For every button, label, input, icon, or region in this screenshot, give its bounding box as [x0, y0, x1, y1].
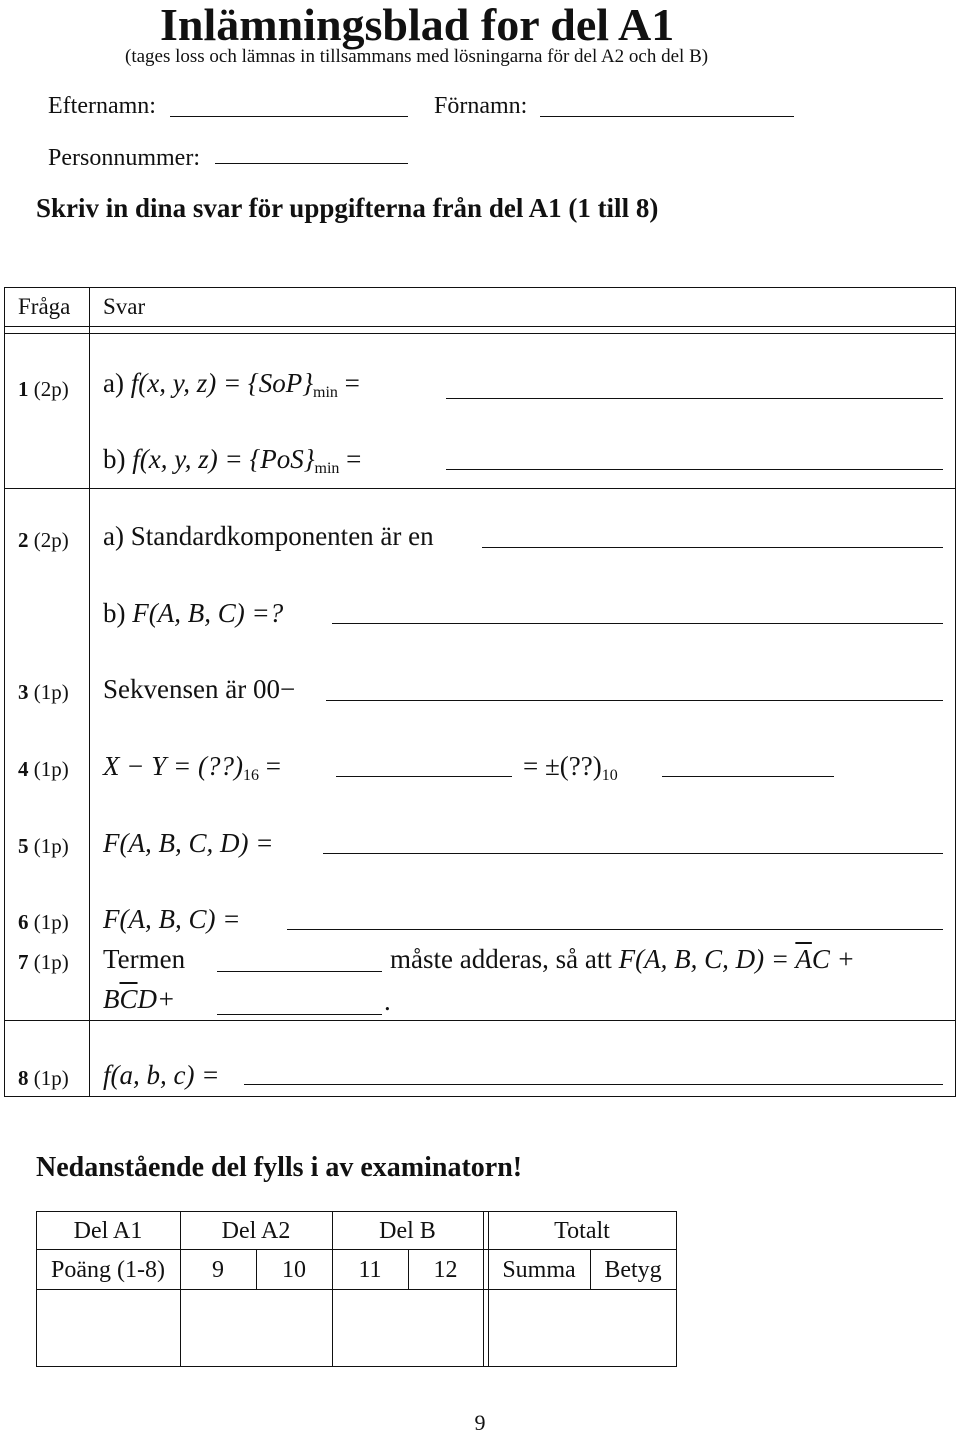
score-table-col-divider	[483, 1211, 484, 1366]
answer-3-field[interactable]	[326, 700, 943, 701]
answer-8-field[interactable]	[244, 1084, 943, 1085]
answer-7-term-field[interactable]	[217, 971, 382, 972]
answer-5-prompt: F(A, B, C, D) =	[103, 828, 274, 858]
answer-6-field[interactable]	[287, 929, 943, 930]
table-border-right	[955, 287, 956, 1096]
answer-2b-prompt: b) F(A, B, C) =?	[103, 598, 284, 628]
score-cell-a2[interactable]	[181, 1290, 332, 1366]
page-subtitle: (tages loss och lämnas in tillsammans med lösningarna för del A2 och del B)	[125, 46, 709, 67]
answer-7-prompt: måste adderas, så att F(A, B, C, $D) = \overline{A}C$ +	[390, 944, 855, 974]
question-label-6: 6 (1p)	[18, 910, 69, 934]
table-border-top	[4, 287, 956, 288]
score-table-border-bottom	[36, 1366, 677, 1367]
row-divider	[4, 1020, 956, 1021]
examiner-heading: Nedanstående del fylls i av examinatorn!	[36, 1152, 523, 1183]
score-table-border-top	[36, 1211, 677, 1212]
firstname-field[interactable]	[540, 116, 794, 117]
answer-4-prompt: $X - Y = (??)_{16}$ =	[103, 751, 281, 784]
lastname-field[interactable]	[170, 116, 408, 117]
answer-4-decimal-prompt: = $\pm(??)_{10}$	[523, 751, 618, 784]
answer-2a-field[interactable]	[482, 547, 943, 548]
table-column-divider	[89, 287, 90, 1096]
firstname-label: Förnamn:	[434, 93, 528, 119]
answer-4-decimal-field[interactable]	[662, 776, 834, 777]
question-label-8: 8 (1p)	[18, 1066, 69, 1090]
score-header-del-a2: Del A2	[221, 1218, 291, 1244]
question-label-1: 1 (2p)	[18, 377, 69, 401]
answer-1b-field[interactable]	[446, 469, 943, 470]
score-subheader-10: 10	[282, 1257, 306, 1283]
personnummer-field[interactable]	[215, 163, 408, 164]
score-subheader-betyg: Betyg	[604, 1257, 662, 1283]
table-border-bottom	[4, 1096, 956, 1097]
page-title: Inlämningsblad for del A1	[160, 0, 675, 50]
instruction-heading: Skriv in dina svar för uppgifterna från del A1 (1 till 8)	[36, 193, 659, 223]
table-border-left	[4, 287, 5, 1096]
score-cell-a1[interactable]	[37, 1290, 180, 1366]
score-subheader-12: 12	[433, 1257, 458, 1283]
answer-5-field[interactable]	[323, 853, 943, 854]
answer-7-term-label: Termen	[103, 944, 186, 974]
column-header-question: Fråga	[18, 294, 71, 319]
score-header-totalt: Totalt	[554, 1218, 610, 1244]
question-label-5: 5 (1p)	[18, 834, 69, 858]
score-cell-b[interactable]	[333, 1290, 483, 1366]
score-subheader-9: 9	[212, 1257, 224, 1283]
question-label-4: 4 (1p)	[18, 757, 69, 781]
question-label-3: 3 (1p)	[18, 680, 69, 704]
row-divider	[4, 488, 956, 489]
answer-7-prompt-line2: $B\overline{C}D+$	[103, 984, 176, 1014]
answer-1a-prompt: a) f(x, y, $z) = \{SoP\}_{min}$ =	[103, 368, 360, 401]
answer-8-prompt: f(a, b, c) =	[103, 1060, 220, 1090]
answer-7-extra-field[interactable]	[217, 1014, 382, 1015]
answer-1b-prompt: b) f(x, y, $z) = \{PoS\}_{min}$ =	[103, 444, 362, 477]
answer-7-period: .	[384, 986, 391, 1016]
answer-1a-field[interactable]	[446, 398, 943, 399]
lastname-label: Efternamn:	[48, 93, 156, 119]
page-number: 9	[474, 1410, 486, 1435]
question-label-7: 7 (1p)	[18, 950, 69, 974]
table-header-divider-2	[4, 333, 956, 334]
score-cell-total[interactable]	[489, 1290, 676, 1366]
score-table-border-right	[676, 1211, 677, 1366]
score-subheader-poang: Poäng (1-8)	[51, 1257, 165, 1283]
column-header-answer: Svar	[103, 294, 146, 319]
question-label-2: 2 (2p)	[18, 528, 69, 552]
personnummer-label: Personnummer:	[48, 145, 200, 171]
answer-2b-field[interactable]	[332, 623, 943, 624]
score-subheader-summa: Summa	[502, 1257, 576, 1283]
score-header-del-a1: Del A1	[73, 1218, 143, 1244]
answer-4-hex-field[interactable]	[336, 776, 512, 777]
answer-2a-prompt: a) Standardkomponenten är en	[103, 521, 434, 551]
score-header-del-b: Del B	[379, 1218, 436, 1244]
answer-6-prompt: F(A, B, C) =	[103, 904, 241, 934]
score-subheader-11: 11	[358, 1257, 382, 1283]
table-header-divider	[4, 326, 956, 327]
answer-3-prompt: Sekvensen är 00−	[103, 674, 296, 704]
score-table-divider	[36, 1249, 677, 1250]
